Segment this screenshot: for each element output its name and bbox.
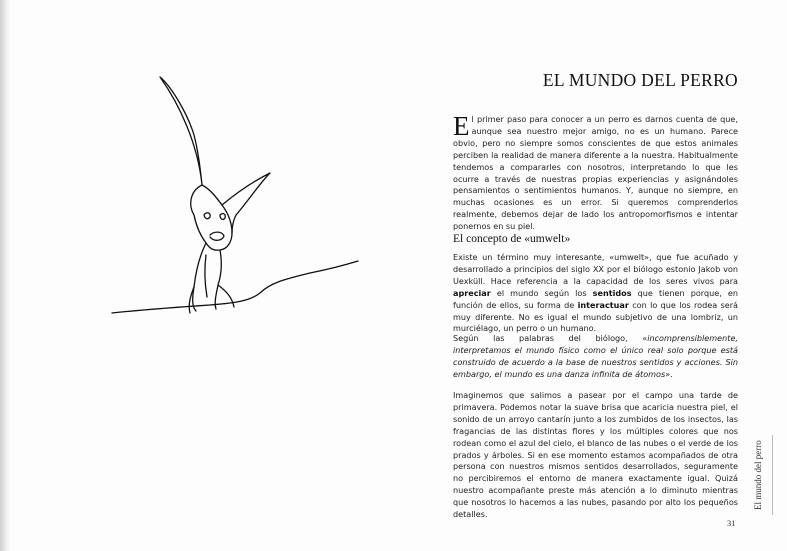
biologist-quote: incomprensiblemente, interpretamos el mundo físico como el único real solo porque está construido de acuerdo a la base de nuestros sentidos y acciones. Sin embargo, el mundo es una danza infinita de átomos [453, 333, 738, 379]
umwelt-text-3: que tienen porque, en función de ellos, su forma de [453, 287, 738, 310]
page-gutter-shadow [0, 0, 12, 551]
umwelt-text-1: Existe un término muy interesante, «umwelt», que fue acuñado y desarrollado a principios del siglo XX por el biólogo estonio Jakob von Uexküll. Hace referencia a la capacidad de los seres vivos para [453, 252, 738, 286]
section-heading: El concepto de «umwelt» [453, 233, 571, 245]
running-head-rule [772, 435, 773, 515]
page-number: 31 [727, 518, 736, 528]
chapter-title: EL MUNDO DEL PERRO [542, 70, 738, 90]
drop-cap: E [453, 111, 470, 141]
umwelt-text-2: el mundo según los [490, 287, 593, 298]
quote-intro: Según las palabras del biólogo, « [453, 333, 648, 343]
umwelt-paragraph [453, 252, 738, 335]
intro-paragraph-text: l primer paso para conocer a un perro es darnos cuenta de que, aunque sea nuestro mejor amigo, no es un humano. Parece obvio, pero no siempre somos conscientes de que estos animales perciben la realidad de manera diferente a la nuestra. Habitualmente tendemos a compararles con nosotros, interpretando lo que les ocurre a través de nuestras propias experiencias y asignándoles pensamientos o sentimientos humanos. Y, aunque no siempre, en muchas ocasiones es un error. Si queremos comprenderlos realmente, debemos dejar de lado los antropomorfismos e intentar ponernos en su piel. [453, 114, 738, 232]
intro-paragraph [453, 111, 738, 233]
dog-line-drawing [110, 65, 360, 325]
quote-outro: ». [665, 368, 673, 379]
quote-paragraph [453, 333, 738, 381]
emphasis-interactuar: interactuar [577, 299, 629, 310]
umwelt-text-4: con lo que los rodea será muy diferente. No es igual el mundo subjetivo de una lombriz, un murciélago, un perro o un humano. [453, 299, 738, 334]
emphasis-sentidos: sentidos [592, 287, 632, 298]
running-head: El mundo del perro [753, 440, 763, 510]
walk-paragraph: Imaginemos que salimos a pasear por el campo una tarde de primavera. Podemos notar la suave brisa que acaricia nuestra piel, el sonido de un arroyo cantarín junto a los zumbidos de los insectos, las fragancias de las distintas flores y los múltiples colores que nos rodean como el azul del cielo, el blanco de las nubes o el verde de los prados y árboles. Si en ese momento estamos acompañados de otra persona con nuestros mismos sentidos desarrollados, seguramente no percibiremos el entorno de manera exactamente igual. Quizá nuestro acompañante preste más atención a lo diminuto mientras que nosotros lo hacemos a las nubes, pasando por alto los pequeños detalles. [453, 390, 738, 520]
emphasis-apreciar: apreciar [453, 287, 491, 298]
